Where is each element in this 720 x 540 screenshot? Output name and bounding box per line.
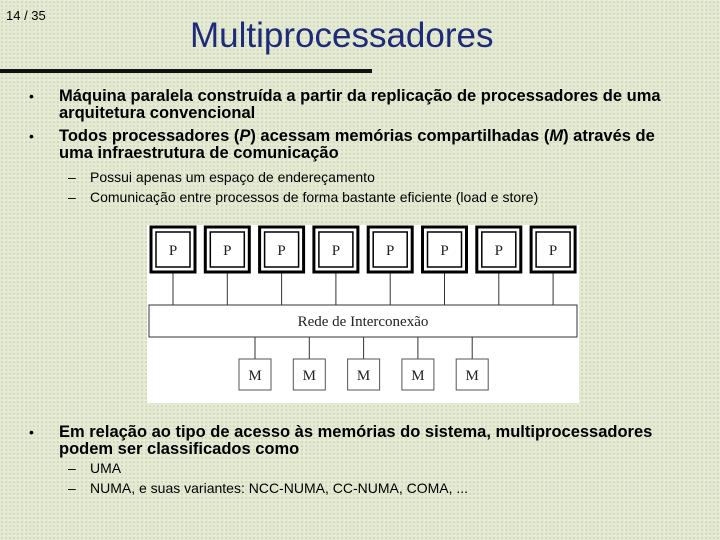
dash-marker: – xyxy=(68,460,76,476)
bullet-marker: • xyxy=(29,88,34,104)
bullet-text: Todos processadores (P) acessam memórias compartilhadas (M) através de uma infraestrutura de comunicação xyxy=(59,127,655,162)
slide-title: Multiprocessadores xyxy=(190,16,494,55)
processor-label: P xyxy=(168,243,178,259)
processor-label: P xyxy=(494,243,503,259)
memory-label: M xyxy=(465,368,479,384)
sub-text: NUMA, e suas variantes: NCC-NUMA, CC-NUMA, COMA, ... xyxy=(90,480,469,496)
processor-label: P xyxy=(548,243,558,259)
sub-list-bottom xyxy=(0,458,720,498)
sub-text: UMA xyxy=(90,460,122,476)
sub-item xyxy=(0,458,690,478)
bullet-text: Máquina paralela construída a partir da replicação de processadores de uma arquitetura convencional xyxy=(59,87,661,122)
processor-label: P xyxy=(440,243,449,259)
bullet-text: Em relação ao tipo de acesso às memórias do sistema, multiprocessadores podem ser classificados como xyxy=(59,423,653,458)
title-divider xyxy=(0,69,372,73)
multiprocessor-diagram xyxy=(147,225,579,403)
processor-label: P xyxy=(277,243,286,259)
sub-text: Comunicação entre processos de forma bastante eficiente (load e store) xyxy=(90,189,539,205)
bullet-marker: • xyxy=(29,424,34,440)
diagram-svg xyxy=(147,225,579,403)
memory-label: M xyxy=(248,368,262,384)
dash-marker: – xyxy=(68,169,76,185)
memory-label: M xyxy=(411,368,425,384)
sub-item xyxy=(0,187,690,207)
memory-label: M xyxy=(302,368,316,384)
sub-text: Possui apenas um espaço de endereçamento xyxy=(90,169,375,185)
memory-label: M xyxy=(356,368,371,384)
dash-marker: – xyxy=(68,480,76,496)
sub-item xyxy=(0,167,690,187)
processor-label: P xyxy=(331,243,341,259)
sub-list-top xyxy=(0,167,720,207)
slide-number: 14 / 35 xyxy=(6,8,46,23)
interconnect-label: Rede de Interconexão xyxy=(297,314,429,330)
bullet-list-top xyxy=(0,88,720,168)
sub-item xyxy=(0,478,690,498)
bullet-item xyxy=(0,128,679,162)
bullet-item xyxy=(0,424,679,458)
bullet-marker: • xyxy=(29,128,34,144)
processor-label: P xyxy=(223,243,232,259)
processor-label: P xyxy=(386,243,395,259)
dash-marker: – xyxy=(68,189,76,205)
bullet-item xyxy=(0,88,679,122)
